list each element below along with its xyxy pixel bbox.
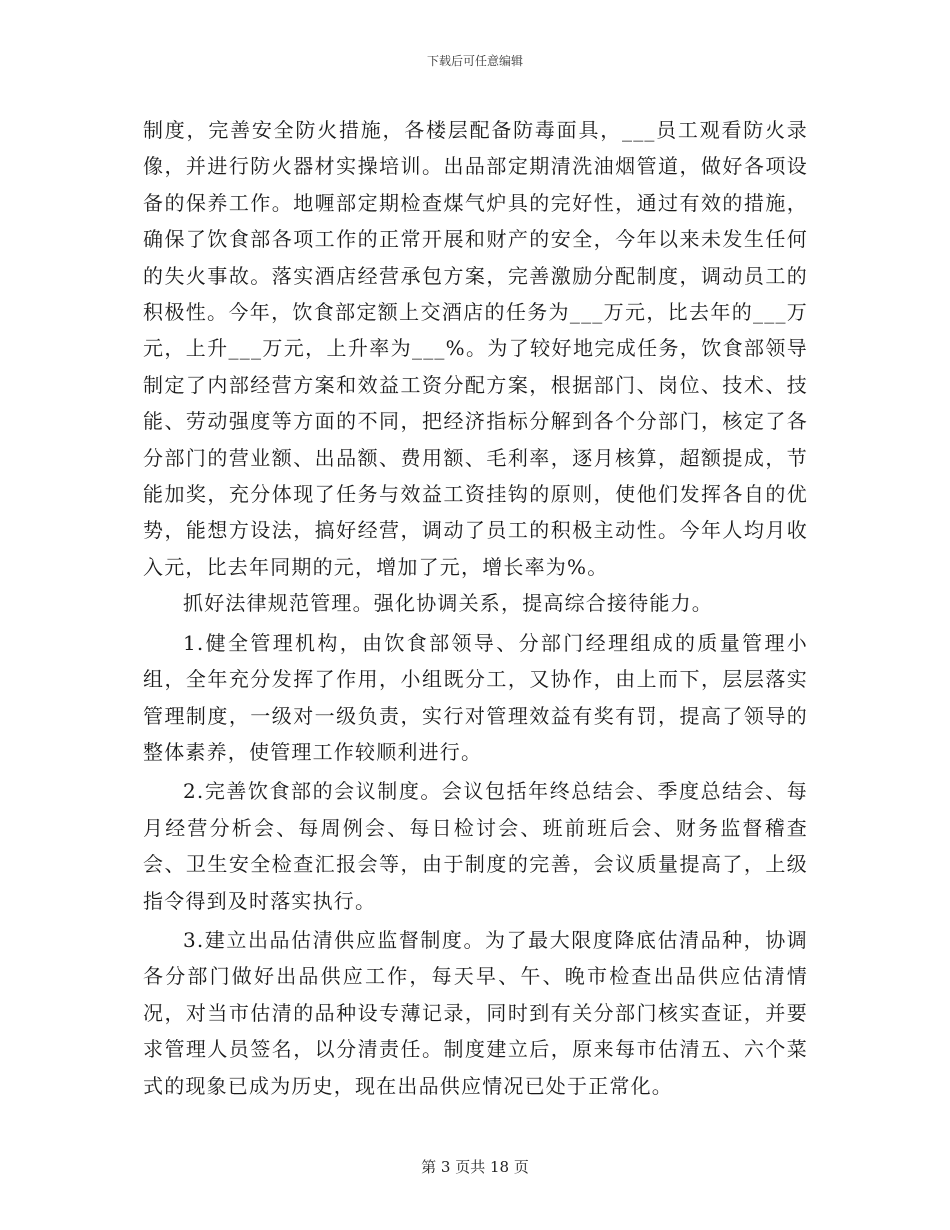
- paragraph-item-1: 1.健全管理机构，由饮食部领导、分部门经理组成的质量管理小组，全年充分发挥了作用，小组既分工，又协作，由上而下，层层落实管理制度，一级对一级负责，实行对管理效益有奖有罚，提高了领导的整体素养，使管理工作较顺利进行。: [143, 630, 808, 764]
- paragraph-continuation: 制度，完善安全防火措施，各楼层配备防毒面具，___员工观看防火录像，并进行防火器材实操培训。出品部定期清洗油烟管道，做好各项设备的保养工作。地喱部定期检查煤气炉具的完好性，通过有效的措施，确保了饮食部各项工作的正常开展和财产的安全，今年以来未发生任何的失火事故。落实酒店经营承包方案，完善激励分配制度，调动员工的积极性。今年，饮食部定额上交酒店的任务为___万元，比去年的___万元，上升___万元，上升率为___%。为了较好地完成任务，饮食部领导制定了内部经营方案和效益工资分配方案，根据部门、岗位、技术、技能、劳动强度等方面的不同，把经济指标分解到各个分部门，核定了各分部门的营业额、出品额、费用额、毛利率，逐月核算，超额提成，节能加奖，充分体现了任务与效益工资挂钩的原则，使他们发挥各自的优势，能想方设法，搞好经营，调动了员工的积极主动性。今年人均月收入元，比去年同期的元，增加了元，增长率为%。: [143, 118, 808, 579]
- paragraph-item-2: 2.完善饮食部的会议制度。会议包括年终总结会、季度总结会、每月经营分析会、每周例会、每日检讨会、班前班后会、财务监督稽查会、卫生安全检查汇报会等，由于制度的完善，会议质量提高了，上级指令得到及时落实执行。: [143, 779, 808, 913]
- page-footer: 第 3 页共 18 页: [421, 1158, 529, 1176]
- page-header: 下载后可任意编辑: [426, 54, 523, 68]
- document-body: [143, 112, 808, 1104]
- paragraph-section-heading: 抓好法律规范管理。强化协调关系，提高综合接待能力。: [183, 591, 713, 616]
- paragraph-item-3: 3.建立出品估清供应监督制度。为了最大限度降底估清品种，协调各分部门做好出品供应工作，每天早、午、晚市检查出品供应估清情况，对当市估清的品种设专薄记录，同时到有关分部门核实查证，并要求管理人员签名，以分清责任。制度建立后，原来每市估清五、六个菜式的现象已成为历史，现在出品供应情况已处于正常化。: [143, 927, 808, 1098]
